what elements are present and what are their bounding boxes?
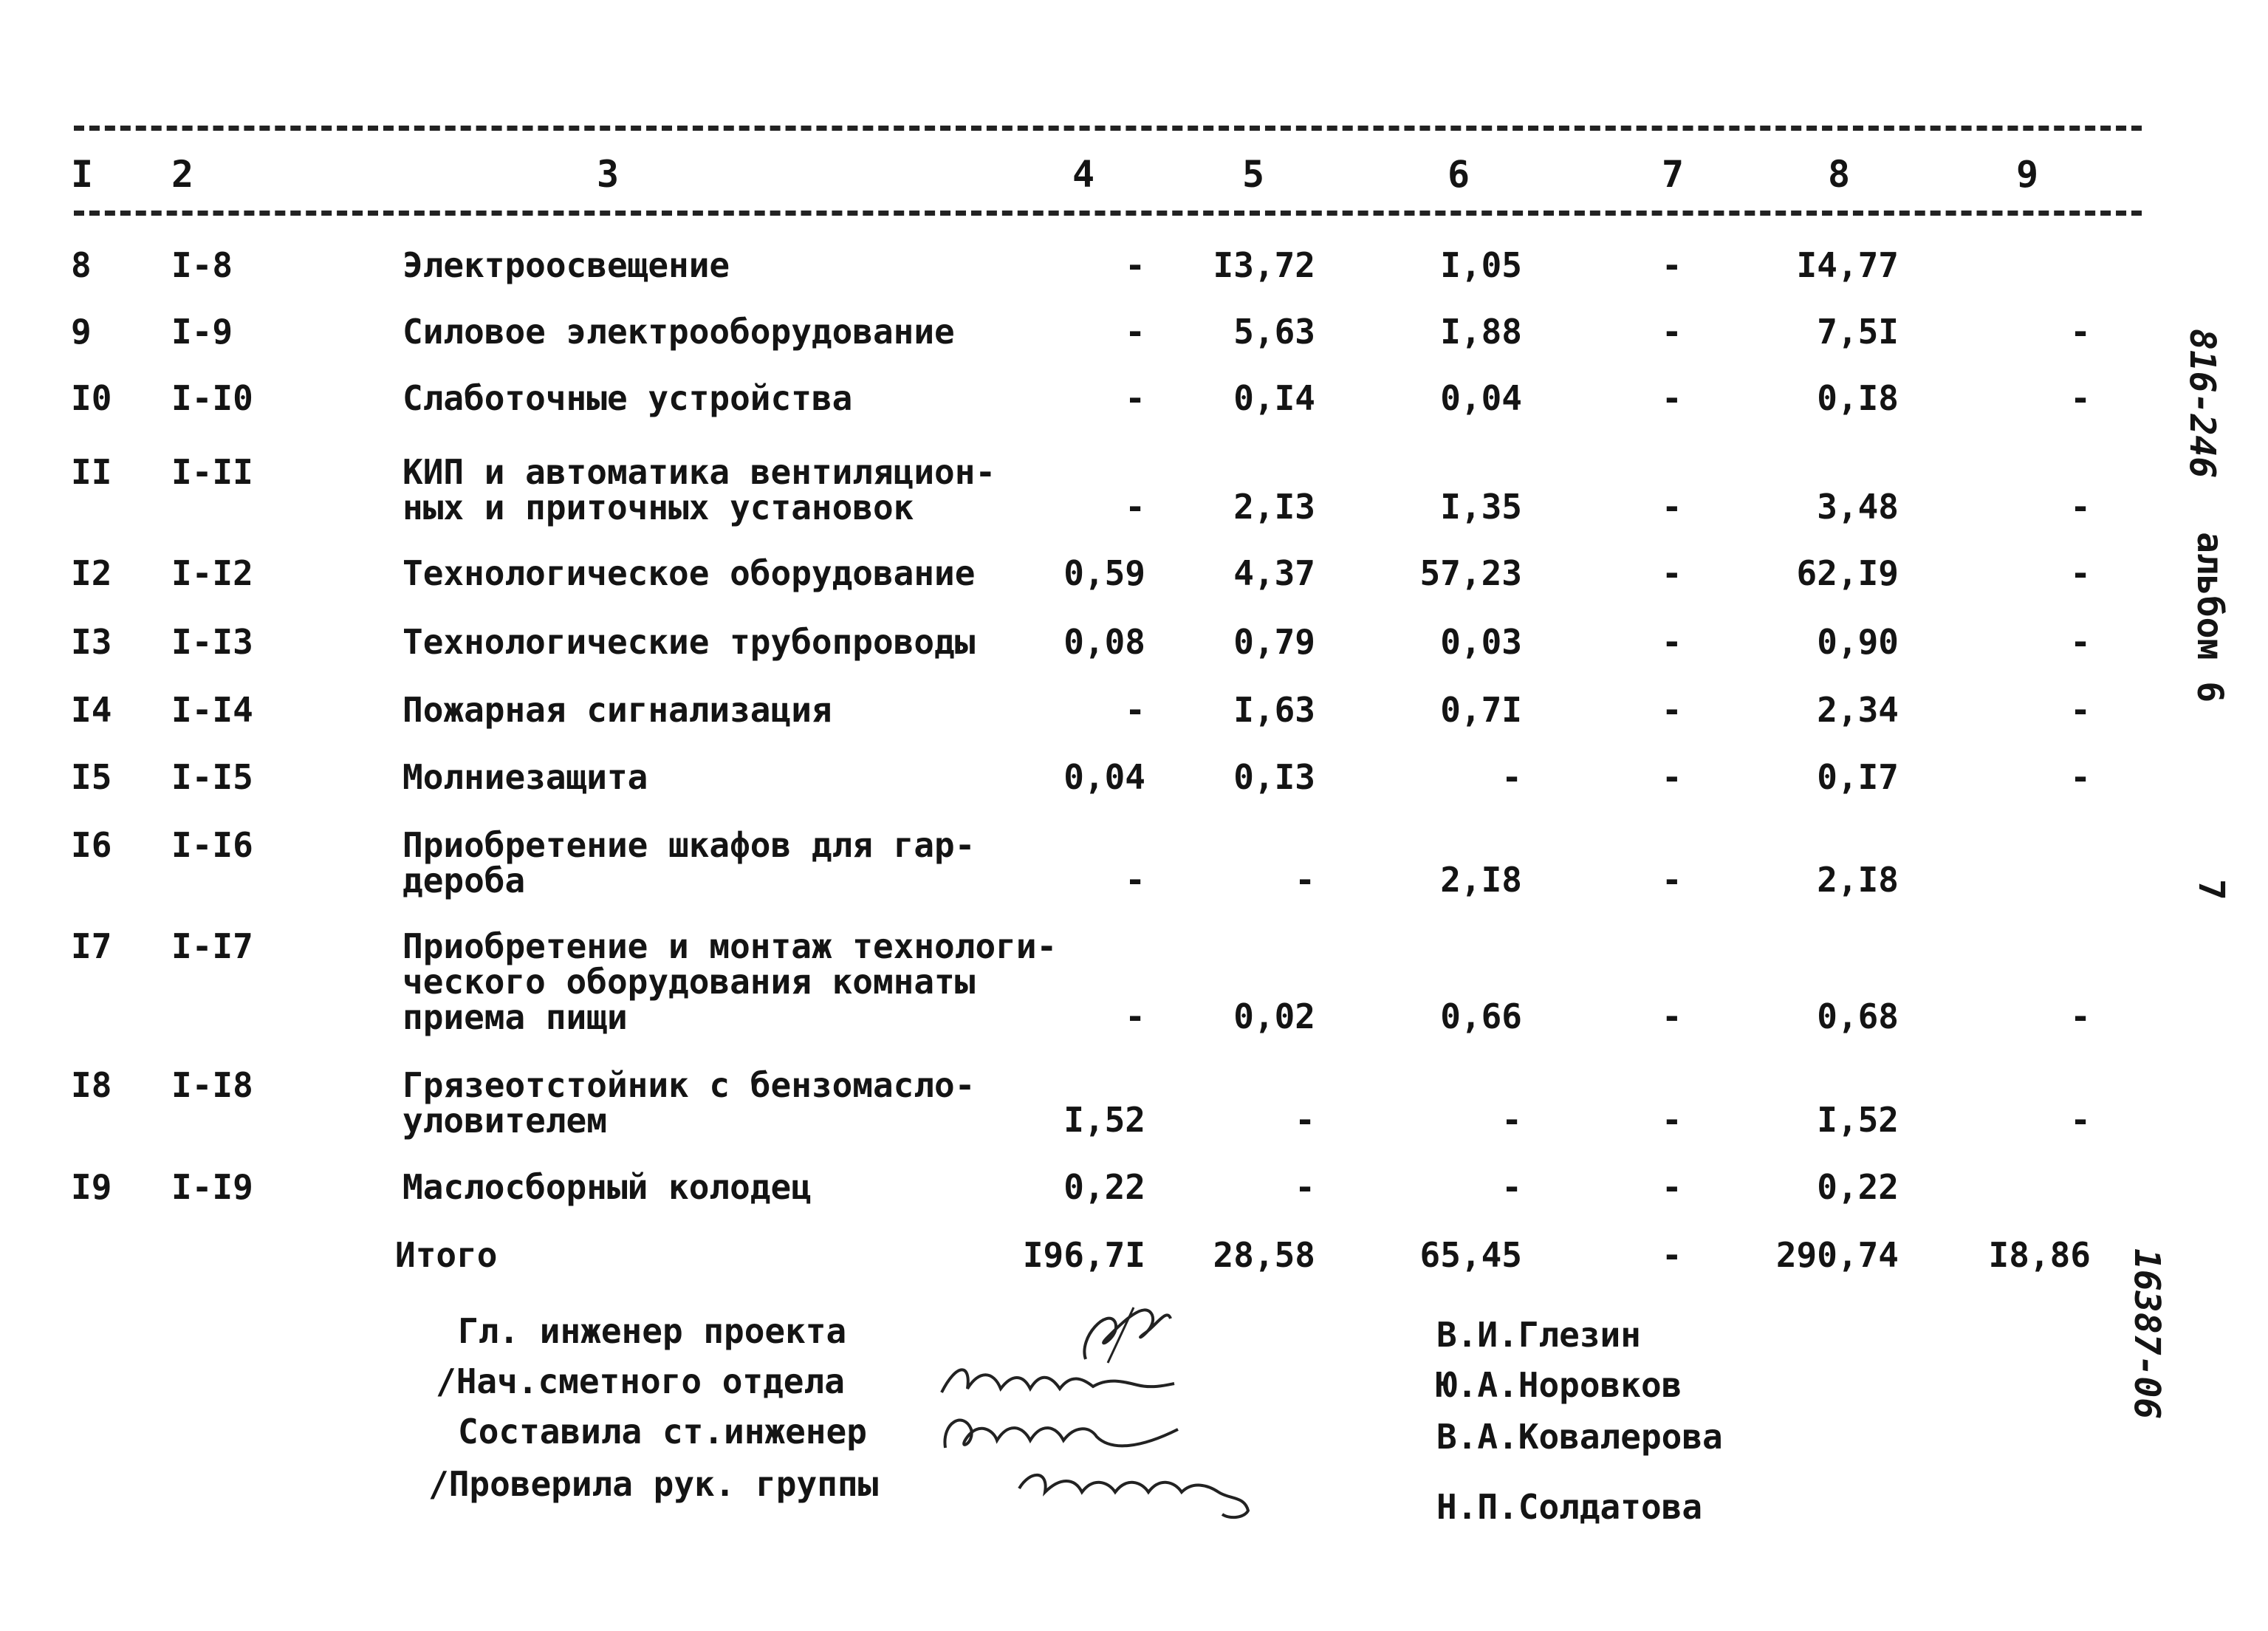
row-col-8: I4,77 — [1796, 245, 1899, 285]
row-col-5: - — [1295, 1167, 1315, 1207]
header-col-6: 6 — [1448, 153, 1470, 196]
row-number: I8 — [71, 1065, 112, 1105]
row-col-8: 0,90 — [1817, 622, 1899, 662]
row-col-7: - — [1662, 1167, 1682, 1207]
row-number: I3 — [71, 622, 112, 662]
row-number: I0 — [71, 378, 112, 418]
row-code: I-I0 — [171, 378, 253, 418]
row-col-5: I3,72 — [1213, 245, 1315, 285]
row-name: Силовое электрооборудование — [402, 312, 955, 352]
row-col-8: I,52 — [1817, 1100, 1899, 1140]
row-col-6: - — [1501, 1100, 1522, 1140]
row-col-6: - — [1501, 757, 1522, 797]
row-col-8: 0,I8 — [1817, 378, 1899, 418]
row-number: I2 — [71, 553, 112, 593]
total-col-9: I8,86 — [1988, 1235, 2091, 1275]
row-code: I-I5 — [171, 757, 253, 797]
row-col-5: 2,I3 — [1233, 487, 1315, 527]
row-col-5: I,63 — [1233, 690, 1315, 730]
handwritten-signature — [934, 1407, 1185, 1466]
row-number: I5 — [71, 757, 112, 797]
row-number: II — [71, 452, 112, 492]
row-col-7: - — [1662, 245, 1682, 285]
signature-name: Н.П.Солдатова — [1436, 1487, 1703, 1527]
row-col-7: - — [1662, 860, 1682, 900]
album-code-note: 816-246 — [2182, 329, 2223, 479]
total-label: Итого — [395, 1235, 498, 1275]
row-name: Технологические трубопроводы — [402, 622, 976, 662]
row-name: Приобретение шкафов для гар- дероба — [402, 825, 976, 900]
page-number: 7 — [2190, 879, 2232, 900]
row-col-4: - — [1125, 245, 1145, 285]
row-name: Слаботочные устройства — [402, 378, 853, 418]
header-col-1: I — [71, 153, 94, 196]
handwritten-signature — [934, 1355, 1178, 1407]
signature-name: В.А.Ковалерова — [1436, 1417, 1723, 1457]
row-col-4: - — [1125, 487, 1145, 527]
row-code: I-II — [171, 452, 253, 492]
row-col-6: 57,23 — [1419, 553, 1522, 593]
row-code: I-I4 — [171, 690, 253, 730]
row-col-9: - — [2070, 487, 2091, 527]
row-col-8: 2,34 — [1817, 690, 1899, 730]
row-col-6: 0,04 — [1440, 378, 1522, 418]
row-col-4: 0,22 — [1063, 1167, 1145, 1207]
row-col-8: 62,I9 — [1796, 553, 1899, 593]
header-col-3: 3 — [597, 153, 620, 196]
signature-name: Ю.А.Норовков — [1436, 1365, 1682, 1405]
row-col-5: 0,79 — [1233, 622, 1315, 662]
row-col-9: - — [2070, 1100, 2091, 1140]
row-col-7: - — [1662, 487, 1682, 527]
row-code: I-I9 — [171, 1167, 253, 1207]
header-col-8: 8 — [1828, 153, 1851, 196]
row-col-6: 0,7I — [1440, 690, 1522, 730]
row-code: I-I7 — [171, 926, 253, 966]
row-col-9: - — [2070, 757, 2091, 797]
row-col-9: - — [2070, 378, 2091, 418]
row-col-5: 4,37 — [1233, 553, 1315, 593]
row-col-5: 5,63 — [1233, 312, 1315, 352]
row-col-8: 3,48 — [1817, 487, 1899, 527]
top-rule — [74, 126, 2142, 131]
total-col-7: - — [1662, 1235, 1682, 1275]
row-col-7: - — [1662, 378, 1682, 418]
row-code: I-I2 — [171, 553, 253, 593]
row-number: I7 — [71, 926, 112, 966]
row-col-7: - — [1662, 690, 1682, 730]
row-col-4: - — [1125, 860, 1145, 900]
row-col-5: - — [1295, 860, 1315, 900]
header-col-5: 5 — [1242, 153, 1265, 196]
row-col-5: - — [1295, 1100, 1315, 1140]
row-name: Пожарная сигнализация — [402, 690, 832, 730]
row-col-7: - — [1662, 996, 1682, 1036]
row-col-5: 0,I3 — [1233, 757, 1315, 797]
signature-role: Составила ст.инженер — [458, 1412, 867, 1452]
row-col-6: I,88 — [1440, 312, 1522, 352]
header-col-7: 7 — [1662, 153, 1685, 196]
row-col-6: - — [1501, 1167, 1522, 1207]
total-col-6: 65,45 — [1419, 1235, 1522, 1275]
signature-role: Гл. инженер проекта — [458, 1311, 847, 1351]
total-col-5: 28,58 — [1213, 1235, 1315, 1275]
row-code: I-I6 — [171, 825, 253, 865]
row-name: Технологическое оборудование — [402, 553, 976, 593]
total-col-4: I96,7I — [1022, 1235, 1145, 1275]
row-number: 9 — [71, 312, 92, 352]
handwritten-signature — [1008, 1459, 1259, 1525]
row-code: I-9 — [171, 312, 233, 352]
row-col-8: 0,22 — [1817, 1167, 1899, 1207]
row-col-7: - — [1662, 757, 1682, 797]
row-col-6: 2,I8 — [1440, 860, 1522, 900]
row-col-6: 0,66 — [1440, 996, 1522, 1036]
row-col-8: 0,68 — [1817, 996, 1899, 1036]
row-col-8: 0,I7 — [1817, 757, 1899, 797]
album-note: альбом 6 — [2189, 532, 2230, 703]
row-col-9: - — [2070, 312, 2091, 352]
row-col-4: - — [1125, 690, 1145, 730]
row-code: I-8 — [171, 245, 233, 285]
header-col-9: 9 — [2016, 153, 2039, 196]
row-code: I-I8 — [171, 1065, 253, 1105]
signature-role: /Проверила рук. группы — [428, 1464, 879, 1504]
row-col-4: - — [1125, 996, 1145, 1036]
row-col-9: - — [2070, 690, 2091, 730]
row-name: КИП и автоматика вентиляцион- ных и приточных установок — [402, 452, 996, 527]
row-number: I9 — [71, 1167, 112, 1207]
row-number: I6 — [71, 825, 112, 865]
header-rule — [74, 211, 2142, 216]
row-col-7: - — [1662, 312, 1682, 352]
row-number: 8 — [71, 245, 92, 285]
row-col-9: - — [2070, 622, 2091, 662]
row-name: Грязеотстойник с бензомасло- уловителем — [402, 1065, 976, 1141]
signature-name: В.И.Глезин — [1436, 1315, 1641, 1355]
row-code: I-I3 — [171, 622, 253, 662]
row-col-9: - — [2070, 996, 2091, 1036]
inventory-number: 16387-06 — [2126, 1248, 2168, 1420]
row-col-6: I,35 — [1440, 487, 1522, 527]
row-col-8: 2,I8 — [1817, 860, 1899, 900]
row-col-9: - — [2070, 553, 2091, 593]
row-col-5: 0,02 — [1233, 996, 1315, 1036]
row-col-4: 0,59 — [1063, 553, 1145, 593]
row-col-7: - — [1662, 553, 1682, 593]
row-col-4: I,52 — [1063, 1100, 1145, 1140]
row-col-7: - — [1662, 1100, 1682, 1140]
row-name: Молниезащита — [402, 757, 648, 797]
row-name: Маслосборный колодец — [402, 1167, 812, 1207]
row-number: I4 — [71, 690, 112, 730]
header-col-4: 4 — [1072, 153, 1095, 196]
row-col-4: 0,08 — [1063, 622, 1145, 662]
row-col-6: 0,03 — [1440, 622, 1522, 662]
row-col-5: 0,I4 — [1233, 378, 1315, 418]
row-col-4: - — [1125, 378, 1145, 418]
signature-role: /Нач.сметного отдела — [436, 1361, 845, 1401]
row-col-6: I,05 — [1440, 245, 1522, 285]
row-name: Приобретение и монтаж технологи- ческого оборудования комнаты приема пищи — [402, 926, 1058, 1037]
row-col-8: 7,5I — [1817, 312, 1899, 352]
row-name: Электроосвещение — [402, 245, 730, 285]
row-col-4: 0,04 — [1063, 757, 1145, 797]
row-col-4: - — [1125, 312, 1145, 352]
row-col-7: - — [1662, 622, 1682, 662]
header-col-2: 2 — [171, 153, 194, 196]
total-col-8: 290,74 — [1775, 1235, 1899, 1275]
